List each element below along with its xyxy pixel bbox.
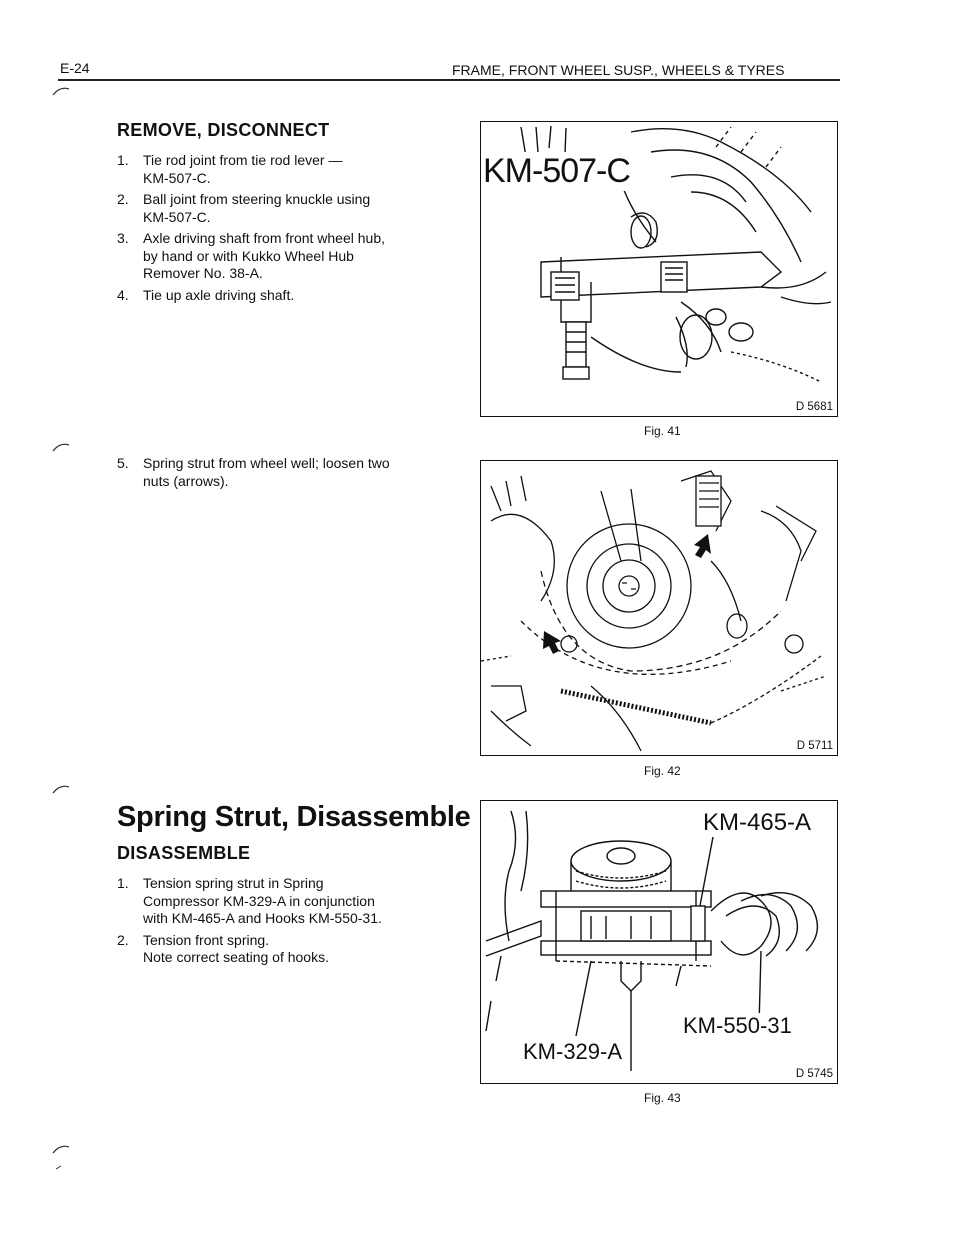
step-number: 5. [117,455,129,471]
step-text: Tie rod joint from tie rod lever — KM-507-C. [143,152,343,186]
figure-caption: Fig. 43 [644,1091,681,1105]
step-text: Ball joint from steering knuckle using KM-507-C. [143,191,371,225]
figure-code: D 5711 [796,740,833,752]
step-number: 3. [117,230,129,246]
step-number: 1. [117,152,129,168]
tool-label-km-550-31: KM-550-31 [683,1013,792,1038]
list-item [117,287,457,305]
list-item [117,455,457,490]
step-number: 4. [117,286,129,303]
figure-code: D 5681 [795,401,833,413]
list-item [117,152,457,187]
figure-43 [480,800,838,1084]
margin-mark [50,782,72,796]
figure-42 [480,460,838,756]
disassemble-heading: DISASSEMBLE [117,843,251,863]
remove-steps [117,152,457,308]
margin-mark [50,1142,72,1172]
page-number: E-24 [60,60,90,76]
remove-step-5 [117,455,457,494]
margin-mark [50,440,72,454]
section-title: Spring Strut, Disassemble [117,801,471,833]
margin-mark [50,84,72,98]
figure-code: D 5745 [795,1068,833,1080]
step-text: Tension spring strut in Spring Compressor KM-329-A in conjunction with KM-465-A and Hooks KM-550-31. [143,875,382,926]
list-item [117,932,457,967]
step-text: Tie up axle driving shaft. [143,286,295,303]
remove-heading: REMOVE, DISCONNECT [117,120,330,140]
step-number: 2. [117,191,129,207]
step-text: Tension front spring. Note correct seating of hooks. [143,931,329,965]
tool-label-km-465-a: KM-465-A [703,809,812,836]
strut-mount-illustration [481,461,837,755]
disassemble-steps [117,875,457,971]
list-item [117,191,457,226]
step-text: Axle driving shaft from front wheel hub, by hand or with Kukko Wheel Hub Remover No. 38-A. [143,230,386,281]
header-rule [58,79,840,81]
chapter-title: FRAME, FRONT WHEEL SUSP., WHEELS & TYRES [452,62,785,78]
figure-caption: Fig. 42 [644,764,681,778]
figure-caption: Fig. 41 [644,424,681,438]
list-item [117,875,457,928]
step-number: 2. [117,931,129,948]
tool-label-km-329-a: KM-329-A [523,1039,623,1064]
step-text: Spring strut from wheel well; loosen two nuts (arrows). [143,455,390,489]
list-item [117,230,457,283]
figure-41 [480,121,838,417]
tool-label-km-507-c: KM-507-C [483,152,630,190]
step-number: 1. [117,875,129,891]
